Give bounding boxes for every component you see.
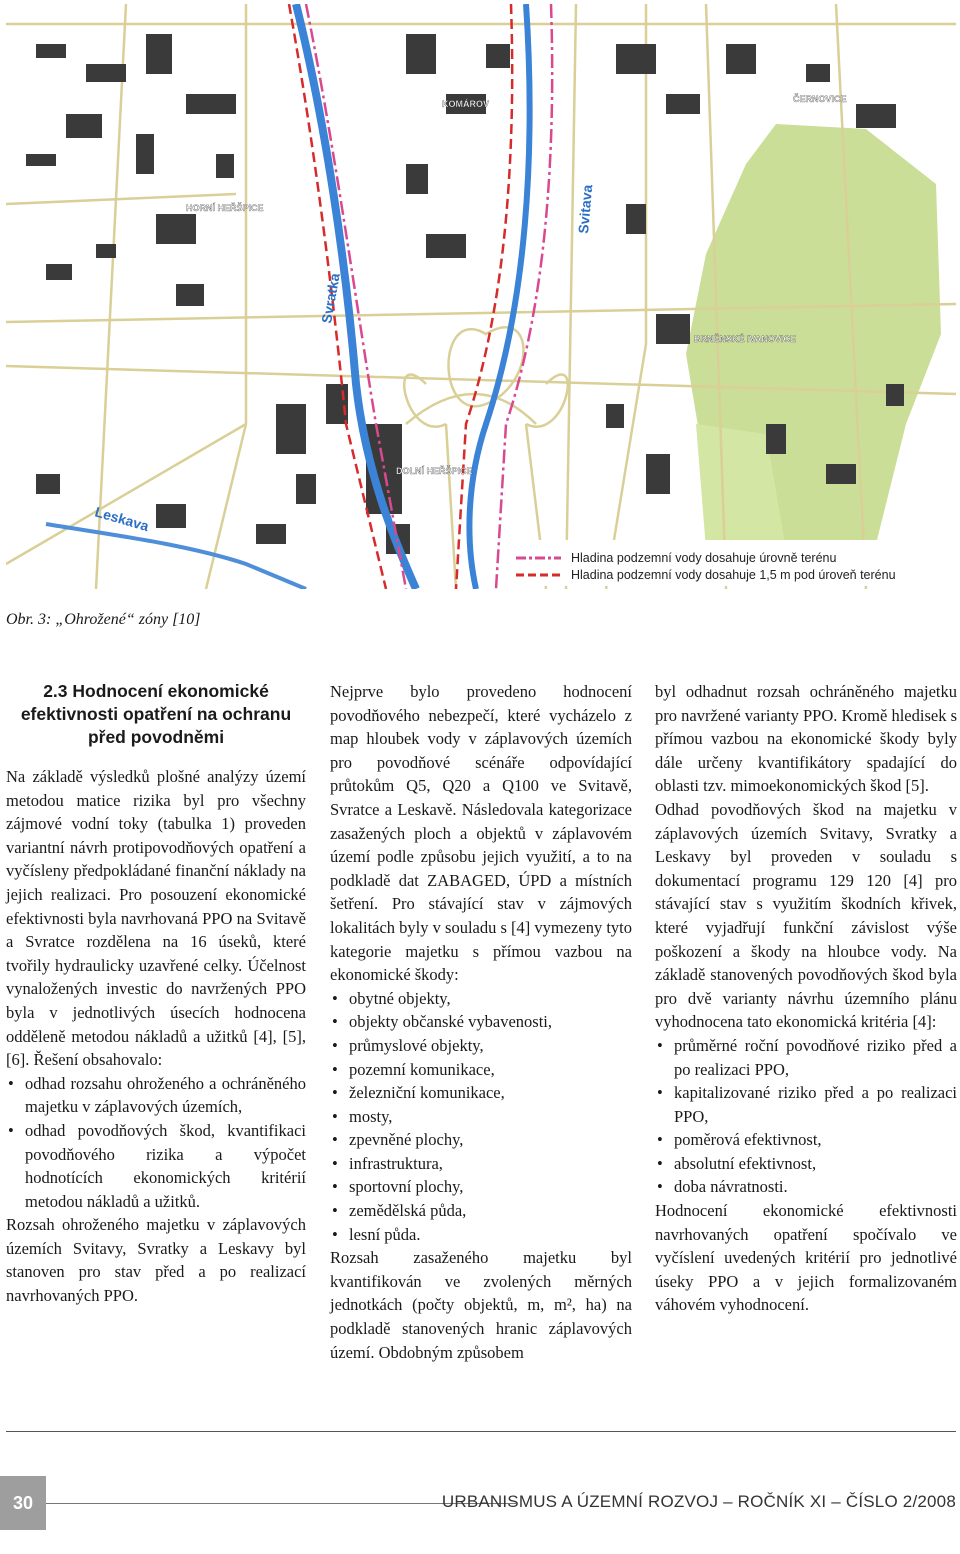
svitava-river: [469, 4, 529, 589]
list-item: • sportovní plochy,: [330, 1175, 632, 1199]
label-svratka: Svratka: [318, 271, 343, 325]
label-komarov: KOMÁROV: [442, 99, 489, 109]
paragraph: Nejprve bylo provedeno hodnocení povodňového nebezpečí, které vycházelo z map hloubek vody v záplavových územích pro povodňové scénáře odpovídající průtokům Q5, Q20 a Q100 ve Svitavě, Svratce a Leskavě. Následovala kategorizace zasažených ploch a objektů v záplavovém území podle způsobu jejich využití, a to na podkladě dat ZABAGED, ÚPD a místních šetření. Pro stávající stav v zájmových lokalitách byly v souladu s [4] vymezeny tyto kategorie majetku s přímou vazbou na ekonomické škody:: [330, 682, 632, 985]
paragraph: Odhad povodňových škod na majetku v záplavových územích Svitavy, Svratky a Leskavy byl proveden v souladu s dokumentací programu 129 120 [4] pro stávající stav s využitím škodních křivek, které vyjadřují funkční závislost výše poškození a škody na hloubce vody. Na základě stanovených povodňových škod byla pro dvě varianty návrhu územního plánu vyhodnocena tato ekonomická kritéria [4]:: [655, 799, 957, 1032]
journal-title: URBANISMUS A ÚZEMNÍ ROZVOJ – ROČNÍK XI – ČÍSLO 2/2008: [441, 1492, 956, 1511]
list-item: • odhad rozsahu ohroženého a ochráněného majetku v záplavových územích,: [6, 1072, 306, 1119]
list-item: • průměrné roční povodňové riziko před a po realizaci PPO,: [655, 1034, 957, 1081]
list-item: • absolutní efektivnost,: [655, 1152, 957, 1176]
paragraph: byl odhadnut rozsah ochráněného majetku pro navržené varianty PPO. Kromě hledisek s přímou vazbou na ekonomické škody byly dále určeny kvantifikátory spadající do oblasti tzv. mimoekonomických škod [5].: [655, 682, 957, 796]
label-brnenske-ivanovice: BRNĚNSKÉ IVANOVICE: [694, 334, 796, 344]
list-item: • pozemní komunikace,: [330, 1058, 632, 1082]
bullet-list: [330, 987, 632, 1247]
list-item: • obytné objekty,: [330, 987, 632, 1011]
page-number: 30: [0, 1476, 46, 1530]
section-title: 2.3 Hodnocení ekonomické efektivnosti opatření na ochranu před povodněmi: [20, 681, 292, 747]
paragraph: Rozsah ohroženého majetku v záplavových územích Svitavy, Svratky a Leskavy byl stanoven pro stav před a po realizací navrhovaných PPO.: [6, 1215, 306, 1306]
list-item: • lesní půda.: [330, 1223, 632, 1247]
bullet-list: [6, 1072, 306, 1214]
text-column-1: [6, 680, 306, 1308]
label-horni-herspice: HORNÍ HEŘŠPICE: [186, 203, 264, 213]
flood-zone-map: [6, 4, 956, 589]
footer-divider: [6, 1431, 956, 1432]
label-svitava: Svitava: [575, 184, 596, 235]
legend-label-surface: Hladina podzemní vody dosahuje úrovně terénu: [571, 551, 837, 565]
list-item: • odhad povodňových škod, kvantifikaci povodňového rizika a výpočet hodnotících ekonomických kritérií metodou nákladů a užitků.: [6, 1119, 306, 1213]
paragraph: Hodnocení ekonomické efektivnosti navrhovaných opatření spočívalo ve vyčíslení uvedených kritérií pro jednotlivé úseky PPO a v jejich formalizovaném váhovém vyhodnocení.: [655, 1201, 957, 1315]
list-item: • železniční komunikace,: [330, 1081, 632, 1105]
list-item: • mosty,: [330, 1105, 632, 1129]
legend-label-15m: Hladina podzemní vody dosahuje 1,5 m pod úroveň terénu: [571, 568, 896, 582]
list-item: • objekty občanské vybavenosti,: [330, 1010, 632, 1034]
list-item: • infrastruktura,: [330, 1152, 632, 1176]
map-legend: [504, 540, 924, 586]
label-dolni-herspice: DOLNÍ HEŘŠPICE: [396, 466, 473, 476]
list-item: • zpevněné plochy,: [330, 1128, 632, 1152]
list-item: • zemědělská půda,: [330, 1199, 632, 1223]
label-leskava: Leskava: [93, 503, 151, 535]
text-column-3: [655, 680, 957, 1317]
list-item: • poměrová efektivnost,: [655, 1128, 957, 1152]
list-item: • kapitalizované riziko před a po realizaci PPO,: [655, 1081, 957, 1128]
paragraph: Rozsah zasaženého majetku byl kvantifikován ve zvolených měrných jednotkách (počty objektů, m, m², ha) na podkladě stanovených hranic záplavových území. Obdobným způsobem: [330, 1248, 632, 1362]
map-canvas: [6, 4, 956, 589]
list-item: • doba návratnosti.: [655, 1175, 957, 1199]
paragraph: Na základě výsledků plošné analýzy území metodou matice rizika byl pro všechny zájmové vodní toky (tabulka 1) proveden variantní návrh protipovodňových opatření a vyčísleny předpokládané finanční náklady na jejich realizaci. Pro posouzení ekonomické efektivnosti byla navrhovaná PPO na Svitavě a Svratce rozdělena na 16 úseků, které tvořily hydraulicky uzavřené celky. Účelnost vynaložených investic do navržených PPO byla v jednotlivých úsecích hodnocena odděleně metodou nákladů a užitků [4], [5], [6]. Řešení obsahovalo:: [6, 767, 306, 1070]
figure-caption: Obr. 3: „Ohrožené“ zóny [10]: [6, 611, 201, 628]
list-item: • průmyslové objekty,: [330, 1034, 632, 1058]
label-cernovice: ČERNOVICE: [793, 94, 847, 104]
bullet-list: [655, 1034, 957, 1199]
text-column-2: [330, 680, 632, 1364]
